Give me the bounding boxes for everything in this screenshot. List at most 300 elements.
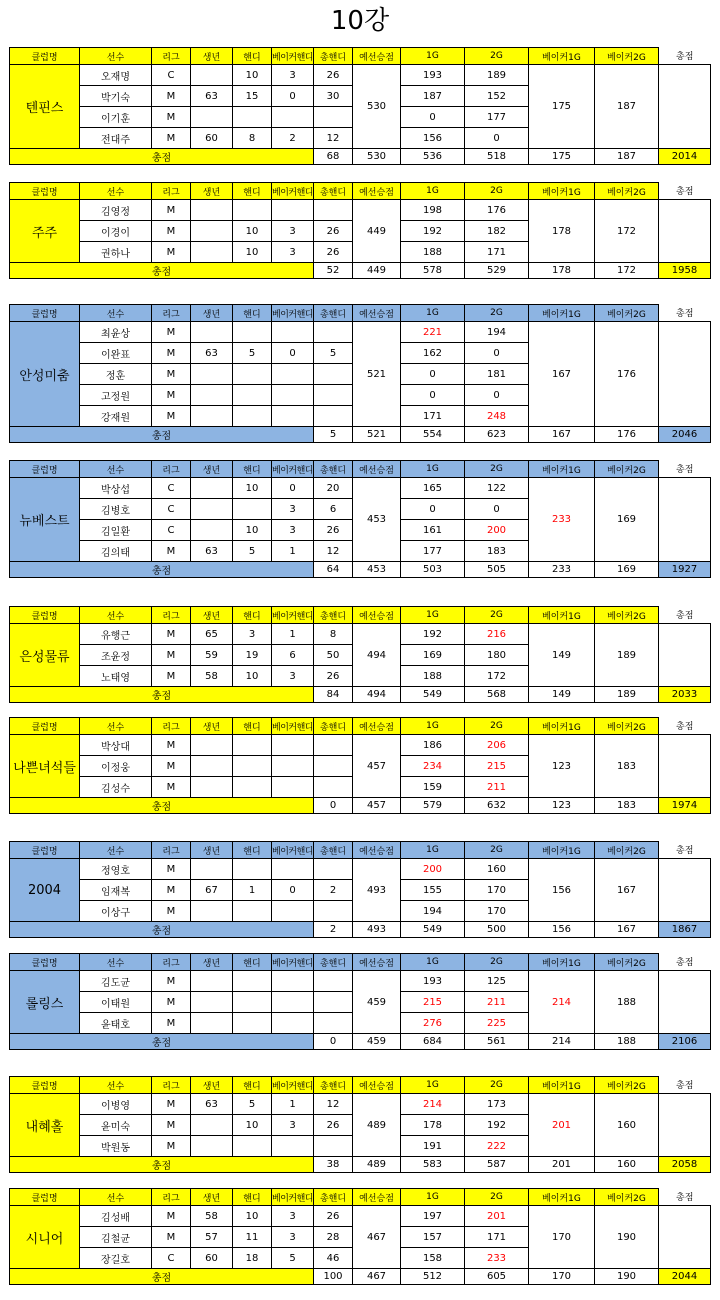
header-cell: 베이커핸디 [272,1189,314,1206]
header-cell: 클럽명 [10,607,80,624]
handi-cell: 5 [233,343,272,364]
header-cell: 생년 [191,461,233,478]
baker-handi-cell [272,756,314,777]
game1-score: 162 [401,343,465,364]
game2-score: 216 [465,624,529,645]
birth-cell [191,1013,233,1034]
game2-score: 176 [465,200,529,221]
header-cell: 베이커핸디 [272,718,314,735]
birth-cell [191,520,233,541]
header-row [10,718,711,735]
header-cell: 예선승점 [353,48,401,65]
total-handi-cell [314,992,353,1013]
total-label: 총점 [10,1034,314,1050]
baker1-score: 175 [529,65,595,149]
player-name: 김성수 [80,777,152,798]
header-cell: 리그 [152,1077,191,1094]
player-name: 김병호 [80,499,152,520]
qualifier-points: 453 [353,478,401,562]
header-cell: 핸디 [233,718,272,735]
birth-cell [191,322,233,343]
total-baker1: 123 [529,798,595,814]
total-handi-cell: 26 [314,1206,353,1227]
league-cell: M [152,992,191,1013]
header-cell: 클럽명 [10,954,80,971]
total-game1: 549 [401,687,465,703]
total-baker1: 233 [529,562,595,578]
birth-cell [191,859,233,880]
header-cell: 리그 [152,461,191,478]
player-name: 권하나 [80,242,152,263]
total-handi-cell: 12 [314,128,353,149]
header-cell: 리그 [152,718,191,735]
header-cell: 핸디 [233,1077,272,1094]
handi-cell [233,756,272,777]
handi-cell [233,901,272,922]
game2-score: 173 [465,1094,529,1115]
game1-score: 0 [401,107,465,128]
league-cell: C [152,520,191,541]
header-cell: 클럽명 [10,183,80,200]
birth-cell: 59 [191,645,233,666]
baker1-score: 201 [529,1094,595,1157]
total-handi-cell: 8 [314,624,353,645]
game1-score: 234 [401,756,465,777]
header-cell: 2G [465,461,529,478]
total-game1: 536 [401,149,465,165]
league-cell: M [152,343,191,364]
header-cell: 선수 [80,461,152,478]
header-cell: 리그 [152,842,191,859]
total-score: 1867 [659,922,711,938]
game1-score: 214 [401,1094,465,1115]
player-name: 최윤상 [80,322,152,343]
header-cell: 총핸디 [314,842,353,859]
player-row [10,200,711,221]
birth-cell [191,406,233,427]
header-cell: 2G [465,954,529,971]
total-handi-cell [314,107,353,128]
header-cell: 2G [465,183,529,200]
empty-cell [659,735,711,798]
page-title: 10강 [330,6,390,36]
header-cell: 베이커1G [529,954,595,971]
header-cell: 핸디 [233,954,272,971]
player-name: 김의태 [80,541,152,562]
header-cell: 클럽명 [10,842,80,859]
total-score: 2106 [659,1034,711,1050]
empty-cell [659,65,711,149]
total-row [10,427,711,443]
league-cell: M [152,624,191,645]
total-handi: 84 [314,687,353,703]
header-cell: 선수 [80,954,152,971]
baker2-score: 172 [595,200,659,263]
handi-cell: 10 [233,666,272,687]
club-name: 나쁜녀석들 [10,735,80,798]
baker-handi-cell [272,364,314,385]
club-name: 은성물류 [10,624,80,687]
header-cell: 1G [401,954,465,971]
header-row [10,842,711,859]
total-handi-cell [314,859,353,880]
header-cell: 총점 [659,305,711,322]
empty-cell [659,1206,711,1269]
baker-handi-cell: 0 [272,880,314,901]
league-cell: C [152,1248,191,1269]
baker-handi-cell: 0 [272,478,314,499]
game1-score: 156 [401,128,465,149]
header-cell: 2G [465,1189,529,1206]
player-row [10,478,711,499]
header-cell: 베이커2G [595,183,659,200]
baker2-score: 183 [595,735,659,798]
baker-handi-cell: 3 [272,666,314,687]
baker-handi-cell [272,406,314,427]
header-cell: 핸디 [233,461,272,478]
header-cell: 핸디 [233,305,272,322]
birth-cell [191,65,233,86]
game1-score: 159 [401,777,465,798]
player-row [10,735,711,756]
header-cell: 핸디 [233,607,272,624]
header-cell: 선수 [80,1189,152,1206]
birth-cell: 65 [191,624,233,645]
total-handi-cell: 6 [314,499,353,520]
total-handi-cell: 30 [314,86,353,107]
total-game2: 632 [465,798,529,814]
club-name: 안성미춤 [10,322,80,427]
total-handi: 0 [314,798,353,814]
header-cell: 선수 [80,48,152,65]
baker1-score: 123 [529,735,595,798]
header-cell: 예선승점 [353,607,401,624]
total-handi-cell: 46 [314,1248,353,1269]
header-cell: 베이커2G [595,954,659,971]
birth-cell [191,499,233,520]
player-name: 박상대 [80,735,152,756]
total-handi-cell [314,1136,353,1157]
league-cell: M [152,1227,191,1248]
game1-score: 187 [401,86,465,107]
total-handi-cell [314,901,353,922]
empty-cell [659,624,711,687]
total-score: 2058 [659,1157,711,1173]
handi-cell [233,992,272,1013]
handi-cell [233,777,272,798]
total-qualifier: 521 [353,427,401,443]
baker-handi-cell [272,1013,314,1034]
baker-handi-cell: 1 [272,624,314,645]
player-name: 이기훈 [80,107,152,128]
game2-score: 183 [465,541,529,562]
total-handi-cell [314,777,353,798]
total-baker1: 175 [529,149,595,165]
birth-cell: 67 [191,880,233,901]
qualifier-points: 467 [353,1206,401,1269]
league-cell: M [152,107,191,128]
header-row [10,607,711,624]
handi-cell: 5 [233,1094,272,1115]
birth-cell [191,971,233,992]
empty-cell [659,971,711,1034]
handi-cell [233,406,272,427]
total-handi-cell [314,364,353,385]
qualifier-points: 457 [353,735,401,798]
team-table [9,1076,711,1173]
baker-handi-cell [272,1136,314,1157]
total-handi: 68 [314,149,353,165]
header-cell: 선수 [80,842,152,859]
qualifier-points: 521 [353,322,401,427]
total-game1: 578 [401,263,465,279]
game1-score: 177 [401,541,465,562]
player-name: 이경이 [80,221,152,242]
total-handi-cell: 26 [314,666,353,687]
baker-handi-cell: 2 [272,128,314,149]
header-cell: 예선승점 [353,718,401,735]
header-cell: 총핸디 [314,305,353,322]
baker-handi-cell: 3 [272,1115,314,1136]
league-cell: M [152,1136,191,1157]
team-table [9,717,711,814]
total-baker1: 201 [529,1157,595,1173]
total-row [10,922,711,938]
total-baker1: 170 [529,1269,595,1285]
player-name: 조윤정 [80,645,152,666]
total-baker2: 188 [595,1034,659,1050]
header-cell: 베이커1G [529,1077,595,1094]
player-row [10,322,711,343]
baker-handi-cell [272,200,314,221]
empty-cell [659,322,711,427]
header-cell: 총점 [659,1077,711,1094]
game1-score: 178 [401,1115,465,1136]
club-name: 텐핀스 [10,65,80,149]
total-handi-cell [314,1013,353,1034]
game1-score: 193 [401,65,465,86]
header-cell: 리그 [152,305,191,322]
total-baker2: 189 [595,687,659,703]
total-game1: 554 [401,427,465,443]
baker-handi-cell [272,901,314,922]
baker-handi-cell [272,971,314,992]
header-cell: 총핸디 [314,183,353,200]
handi-cell [233,499,272,520]
player-name: 정훈 [80,364,152,385]
handi-cell [233,735,272,756]
birth-cell [191,992,233,1013]
total-score: 1927 [659,562,711,578]
total-handi-cell: 12 [314,1094,353,1115]
total-handi-cell [314,756,353,777]
league-cell: M [152,364,191,385]
header-cell: 베이커1G [529,842,595,859]
total-game1: 579 [401,798,465,814]
header-cell: 핸디 [233,842,272,859]
header-cell: 베이커핸디 [272,48,314,65]
handi-cell: 8 [233,128,272,149]
game2-score: 172 [465,666,529,687]
total-label: 총점 [10,263,314,279]
game2-score: 194 [465,322,529,343]
empty-cell [659,200,711,263]
total-game2: 623 [465,427,529,443]
total-score: 1958 [659,263,711,279]
league-cell: C [152,65,191,86]
baker-handi-cell [272,385,314,406]
league-cell: M [152,1094,191,1115]
baker-handi-cell: 3 [272,499,314,520]
baker1-score: 178 [529,200,595,263]
header-cell: 리그 [152,1189,191,1206]
handi-cell [233,364,272,385]
handi-cell [233,107,272,128]
header-cell: 클럽명 [10,461,80,478]
game2-score: 152 [465,86,529,107]
club-name: 2004 [10,859,80,922]
header-cell: 베이커2G [595,1077,659,1094]
baker-handi-cell: 5 [272,1248,314,1269]
header-cell: 선수 [80,305,152,322]
header-cell: 베이커2G [595,718,659,735]
header-cell: 베이커2G [595,607,659,624]
handi-cell: 11 [233,1227,272,1248]
header-cell: 총핸디 [314,718,353,735]
header-cell: 베이커핸디 [272,954,314,971]
total-qualifier: 494 [353,687,401,703]
header-cell: 예선승점 [353,183,401,200]
baker-handi-cell: 0 [272,86,314,107]
player-name: 윤미숙 [80,1115,152,1136]
birth-cell [191,364,233,385]
qualifier-points: 493 [353,859,401,922]
total-score: 2014 [659,149,711,165]
total-handi-cell: 5 [314,343,353,364]
total-label: 총점 [10,687,314,703]
header-cell: 총핸디 [314,607,353,624]
handi-cell: 15 [233,86,272,107]
handi-cell: 19 [233,645,272,666]
baker-handi-cell: 3 [272,221,314,242]
header-cell: 베이커2G [595,48,659,65]
header-cell: 2G [465,305,529,322]
total-baker2: 167 [595,922,659,938]
game2-score: 0 [465,128,529,149]
birth-cell: 58 [191,666,233,687]
header-cell: 총핸디 [314,1077,353,1094]
baker2-score: 190 [595,1206,659,1269]
total-baker2: 190 [595,1269,659,1285]
total-handi: 64 [314,562,353,578]
total-row [10,798,711,814]
header-cell: 생년 [191,954,233,971]
baker2-score: 176 [595,322,659,427]
game1-score: 200 [401,859,465,880]
qualifier-points: 494 [353,624,401,687]
total-score: 2044 [659,1269,711,1285]
baker-handi-cell: 1 [272,1094,314,1115]
total-row [10,149,711,165]
total-row [10,1157,711,1173]
birth-cell: 63 [191,343,233,364]
league-cell: M [152,880,191,901]
header-cell: 예선승점 [353,305,401,322]
header-cell: 생년 [191,607,233,624]
player-name: 강재원 [80,406,152,427]
game2-score: 125 [465,971,529,992]
handi-cell: 10 [233,242,272,263]
header-cell: 2G [465,718,529,735]
header-row [10,1077,711,1094]
handi-cell: 1 [233,880,272,901]
qualifier-points: 459 [353,971,401,1034]
header-cell: 베이커1G [529,48,595,65]
game2-score: 170 [465,901,529,922]
handi-cell [233,385,272,406]
header-cell: 베이커2G [595,842,659,859]
header-row [10,48,711,65]
header-cell: 총점 [659,842,711,859]
total-handi-cell [314,971,353,992]
birth-cell [191,221,233,242]
baker-handi-cell: 3 [272,1227,314,1248]
total-score: 2033 [659,687,711,703]
player-name: 김도균 [80,971,152,992]
header-cell: 2G [465,1077,529,1094]
game1-score: 221 [401,322,465,343]
baker2-score: 160 [595,1094,659,1157]
game2-score: 177 [465,107,529,128]
total-score: 2046 [659,427,711,443]
game2-score: 189 [465,65,529,86]
player-row [10,624,711,645]
game1-score: 169 [401,645,465,666]
header-cell: 핸디 [233,183,272,200]
header-cell: 클럽명 [10,305,80,322]
header-cell: 총점 [659,48,711,65]
total-label: 총점 [10,1157,314,1173]
game1-score: 171 [401,406,465,427]
qualifier-points: 530 [353,65,401,149]
baker2-score: 169 [595,478,659,562]
birth-cell: 63 [191,541,233,562]
total-baker1: 149 [529,687,595,703]
game1-score: 186 [401,735,465,756]
total-label: 총점 [10,149,314,165]
header-row [10,305,711,322]
total-handi: 100 [314,1269,353,1285]
club-name: 주주 [10,200,80,263]
player-row [10,971,711,992]
total-qualifier: 459 [353,1034,401,1050]
team-table [9,953,711,1050]
baker-handi-cell [272,859,314,880]
header-cell: 클럽명 [10,1077,80,1094]
empty-cell [659,859,711,922]
league-cell: M [152,322,191,343]
game1-score: 215 [401,992,465,1013]
game2-score: 211 [465,777,529,798]
game2-score: 182 [465,221,529,242]
header-cell: 생년 [191,1189,233,1206]
birth-cell [191,756,233,777]
game1-score: 0 [401,499,465,520]
league-cell: M [152,406,191,427]
birth-cell [191,478,233,499]
header-cell: 클럽명 [10,48,80,65]
total-baker2: 160 [595,1157,659,1173]
